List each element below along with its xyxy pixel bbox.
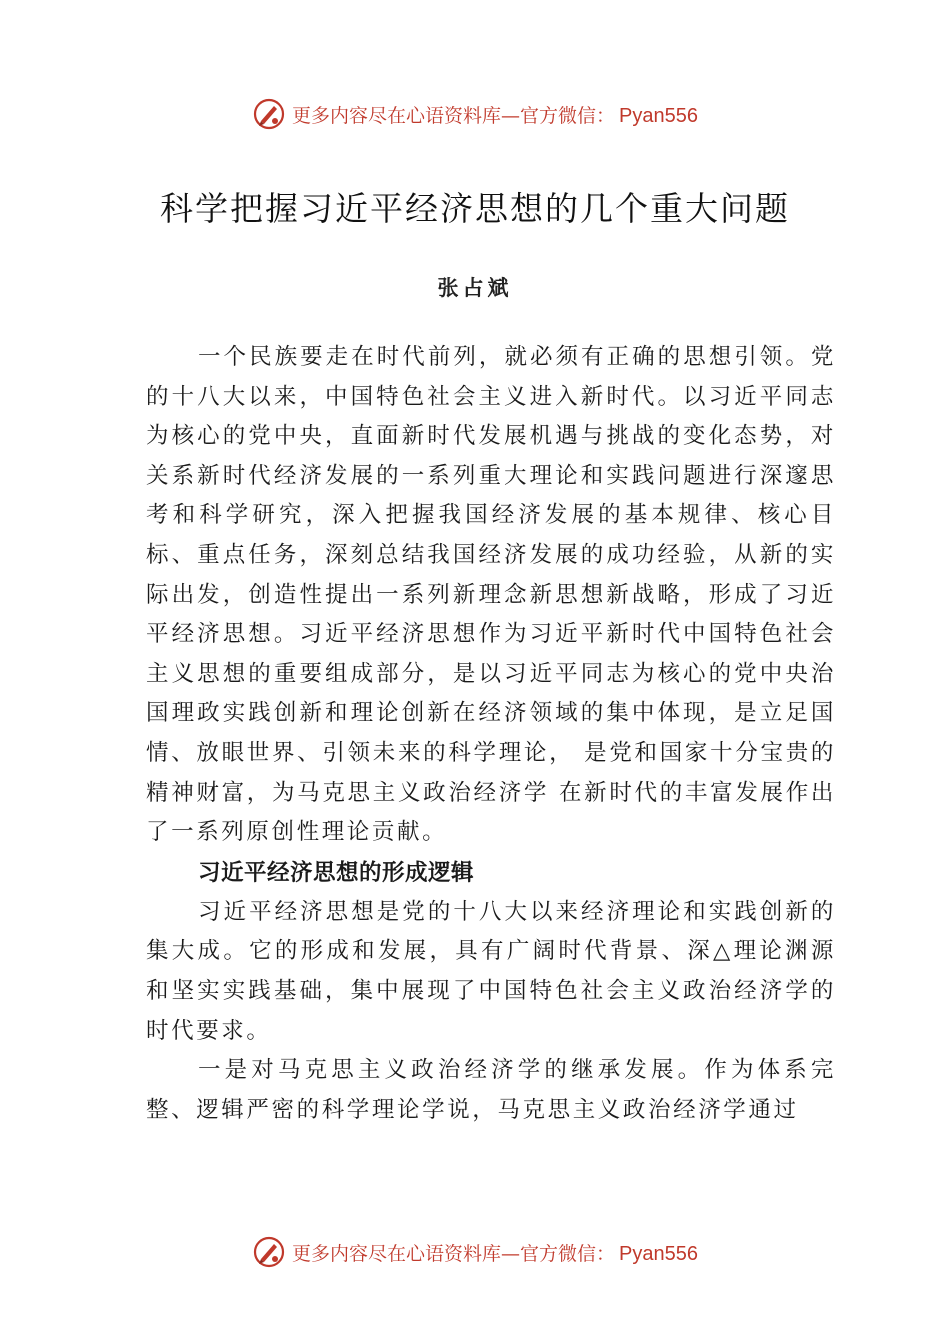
watermark-text: 更多内容尽在心语资料库—官方微信： Pyan556 — [292, 104, 698, 127]
section-paragraph: 一是对马克思主义政治经济学的继承发展。作为体系完整、逻辑严密的科学理论学说，马克思主义政治经济学通过 — [146, 1057, 836, 1123]
pen-logo-icon — [252, 97, 286, 131]
watermark-banner-bottom — [0, 1232, 950, 1272]
section-paragraph: 习近平经济思想是党的十八大以来经济理论和实践创新的集大成。它的形成和发展，具有广阔时代背景、深△理论渊源和坚实实践基础，集中展现了中国特色社会主义政治经济学的时代要求。 — [146, 898, 836, 1044]
wechat-id: Pyan556 — [619, 104, 698, 127]
watermark-banner-top — [0, 94, 950, 134]
document-author: 张占斌 — [437, 275, 513, 300]
intro-paragraph: 一个民族要走在时代前列，就必须有正确的思想引领。党的十八大以来，中国特色社会主义进入新时代。以习近平同志为核心的党中央，直面新时代发展机遇与挑战的变化态势，对关系新时代经济发展的一系列重大理论和实践问题进行深邃思考和科学研究，深入把握我国经济发展的基本规律、核心目标、重点任务，深刻总结我国经济发展的成功经验，从新的实际出发，创造性提出一系列新理念新思想新战略，形成了习近平经济思想。习近平经济思想作为习近平新时代中国特色社会主义思想的重要组成部分，是以习近平同志为核心的党中央治国理政实践创新和理论创新在经济领域的集中体现，是立足国情、放眼世界、引领未来的科学理论， 是党和国家十分宝贵的精神财富，为马克思主义政治经济学 在新时代的丰富发展作出了一系列原创性理论贡献。 — [146, 344, 836, 846]
section-heading: 习近平经济思想的形成逻辑 — [198, 859, 475, 886]
pen-logo-icon — [252, 1235, 286, 1269]
document-body — [146, 338, 836, 1130]
document-title: 科学把握习近平经济思想的几个重大问题 — [160, 189, 790, 228]
wechat-id: Pyan556 — [619, 1242, 698, 1265]
watermark-text: 更多内容尽在心语资料库—官方微信： Pyan556 — [292, 1242, 698, 1265]
